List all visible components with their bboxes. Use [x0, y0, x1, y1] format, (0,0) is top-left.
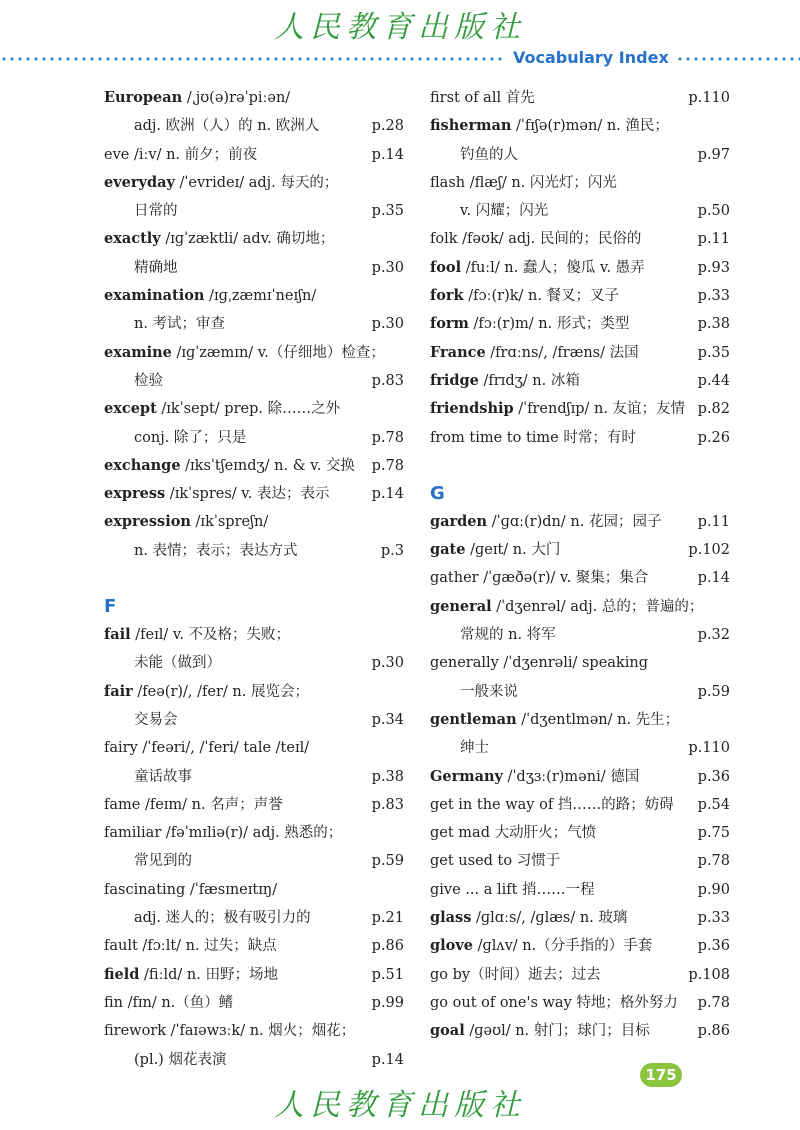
index-entry — [430, 1017, 730, 1045]
entry-headword: France — [430, 343, 486, 361]
entry-definition: /ɪkˈsept/ prep. 除……之外 — [156, 401, 341, 418]
index-entry — [104, 961, 404, 989]
entry-headword: fork — [430, 287, 464, 305]
entry-page-ref: p.75 — [697, 825, 730, 842]
entry-continuation — [104, 904, 404, 932]
entry-continuation — [430, 141, 730, 169]
entry-page-ref: p.35 — [371, 203, 404, 220]
entry-headword: fault — [104, 938, 138, 955]
entry-headword: express — [104, 485, 166, 503]
entry-definition: （时间）逝去；过去 — [470, 966, 601, 983]
entry-definition: /ɪkˈspreʃn/ — [190, 514, 269, 531]
entry-headword: examine — [104, 343, 172, 361]
entry-page-ref: p.78 — [371, 429, 404, 446]
entry-page-ref: p.14 — [371, 146, 404, 163]
entry-definition: /ɪɡˈzæmɪn/ v.（仔细地）检查； — [171, 344, 385, 361]
entry-definition: /ˈfɪʃə(r)mən/ n. 渔民； — [511, 118, 669, 135]
entry-definition: /ˈfrendʃɪp/ n. 友谊；友情 — [513, 401, 686, 418]
entry-page-ref: p.11 — [697, 513, 730, 530]
index-entry — [430, 904, 730, 932]
entry-headword: get in the way of — [430, 796, 554, 813]
entry-definition: 首先 — [501, 90, 535, 106]
entry-headword: fridge — [430, 371, 479, 389]
entry-definition: 一般来说 — [460, 683, 518, 700]
entry-definition: 交易会 — [134, 711, 178, 728]
index-entry — [430, 536, 730, 564]
entry-headword: fair — [104, 682, 133, 700]
entry-page-ref: p.99 — [371, 994, 404, 1011]
entry-continuation — [104, 1046, 404, 1074]
entry-definition: /feɪl/ v. 不及格；失败； — [130, 627, 291, 644]
entry-headword: field — [104, 965, 140, 983]
index-entry — [430, 564, 730, 592]
entry-definition: 未能（做到） — [134, 655, 221, 672]
index-entry — [430, 847, 730, 875]
entry-headword: gentleman — [430, 710, 517, 728]
index-entry — [104, 169, 404, 197]
entry-definition: 检验 — [134, 372, 163, 389]
publisher-logo-bottom: 人民教育出版社 — [274, 1088, 526, 1123]
index-entry — [104, 84, 404, 112]
index-entry — [104, 225, 404, 253]
entry-headword: fisherman — [430, 117, 512, 135]
entry-definition: 时常；有时 — [558, 429, 636, 446]
index-entry — [430, 706, 730, 734]
entry-definition: /ˈdʒɜː(r)məni/ 德国 — [502, 768, 640, 785]
entry-continuation — [430, 678, 730, 706]
index-entry — [430, 989, 730, 1017]
entry-page-ref: p.93 — [697, 259, 730, 276]
entry-page-ref: p.59 — [371, 853, 404, 870]
entry-continuation — [104, 310, 404, 338]
entry-page-ref: p.33 — [697, 910, 730, 927]
entry-page-ref: p.34 — [371, 711, 404, 728]
index-entry — [104, 734, 404, 762]
index-entry — [104, 395, 404, 423]
entry-headword: glove — [430, 937, 473, 955]
letter-heading: F — [104, 596, 117, 618]
entry-definition: /ɪɡˌzæmɪˈneɪʃn/ — [204, 288, 317, 305]
entry-definition: 童话故事 — [134, 768, 192, 785]
index-entry — [430, 961, 730, 989]
entry-page-ref: p.78 — [697, 853, 730, 870]
entry-page-ref: p.14 — [697, 570, 730, 587]
entry-definition: /flæʃ/ n. 闪光灯；闪光 — [465, 174, 617, 191]
entry-definition: /ˌjʊ(ə)rəˈpiːən/ — [182, 90, 291, 106]
entry-page-ref: p.59 — [697, 683, 730, 700]
index-entry — [104, 282, 404, 310]
index-entry — [104, 678, 404, 706]
entry-continuation — [104, 197, 404, 225]
entry-definition: 挡……的路；妨碍 — [553, 796, 674, 813]
entry-definition: /ɡlɑːs/, /ɡlæs/ n. 玻璃 — [471, 910, 628, 927]
entry-definition: 习惯于 — [512, 853, 561, 870]
entry-definition: /ˈfæsɪneɪtɪŋ/ — [185, 881, 278, 898]
entry-headword: friendship — [430, 400, 514, 418]
index-entry — [104, 621, 404, 649]
entry-page-ref: p.108 — [688, 966, 730, 983]
entry-page-ref: p.83 — [371, 372, 404, 389]
entry-page-ref: p.110 — [688, 740, 730, 757]
entry-definition: /ˈɡɑː(r)dn/ n. 花园；园子 — [487, 513, 662, 530]
page-section-title: Vocabulary Index — [513, 48, 669, 67]
entry-definition: /ˈfaɪəwɜːk/ n. 烟火；烟花； — [166, 1023, 356, 1040]
entry-page-ref: p.50 — [697, 203, 730, 220]
entry-definition: v. 闪耀；闪光 — [460, 203, 549, 220]
index-entry — [430, 367, 730, 395]
index-column-right — [430, 84, 730, 1046]
entry-headword: fool — [430, 258, 462, 276]
entry-definition: n. 考试；审查 — [134, 316, 226, 333]
index-entry — [104, 480, 404, 508]
index-entry — [430, 169, 730, 197]
entry-definition: 常见到的 — [134, 853, 192, 870]
entry-page-ref: p.21 — [371, 910, 404, 927]
entry-definition: /fɪn/ n.（鱼）鳍 — [123, 994, 234, 1011]
entry-headword: get mad — [430, 825, 490, 842]
entry-page-ref: p.35 — [697, 344, 730, 361]
entry-page-ref: p.30 — [371, 316, 404, 333]
entry-definition: 常规的 n. 将军 — [460, 627, 556, 644]
index-entry — [430, 339, 730, 367]
entry-definition: (pl.) 烟花表演 — [134, 1051, 227, 1068]
entry-headword: garden — [430, 512, 488, 530]
entry-definition: /fɔː(r)m/ n. 形式；类型 — [468, 316, 630, 333]
entry-headword: exchange — [104, 456, 181, 474]
entry-definition: /ˈfeəri/, /ˈferi/ tale /teɪl/ — [137, 740, 310, 757]
entry-headword: European — [104, 89, 183, 106]
index-entry — [430, 649, 730, 677]
entry-continuation — [104, 847, 404, 875]
entry-headword: give ... a lift — [430, 881, 518, 898]
entry-headword: first of all — [430, 90, 502, 106]
entry-definition: /fɔː(r)k/ n. 餐叉；叉子 — [463, 288, 620, 305]
entry-page-ref: p.28 — [371, 118, 404, 135]
entry-definition: adj. 迷人的；极有吸引力的 — [134, 910, 311, 927]
entry-definition: /iːv/ n. 前夕；前夜 — [129, 146, 258, 163]
entry-definition: /ˈevrideɪ/ adj. 每天的； — [174, 174, 339, 191]
entry-continuation — [104, 537, 404, 565]
index-entry — [430, 254, 730, 282]
entry-headword: fairy — [104, 740, 138, 757]
index-entry — [430, 310, 730, 338]
entry-headword: generally — [430, 655, 499, 672]
entry-definition: 精确地 — [134, 259, 178, 276]
entry-definition: /ɪkˈspres/ v. 表达；表示 — [165, 486, 330, 503]
entry-definition: 捎……一程 — [517, 881, 595, 898]
entry-definition: /ˈɡæðə(r)/ v. 聚集；集合 — [478, 570, 649, 587]
index-entry — [430, 225, 730, 253]
index-entry — [430, 112, 730, 140]
entry-definition: /ˈdʒentlmən/ n. 先生； — [516, 711, 680, 728]
section-gap — [104, 565, 404, 579]
entry-headword: go out of one's way — [430, 994, 572, 1011]
entry-definition: /ɪɡˈzæktli/ adv. 确切地； — [160, 231, 335, 248]
entry-definition: /fiːld/ n. 田野；场地 — [139, 966, 278, 983]
entry-headword: flash — [430, 174, 466, 191]
entry-headword: fascinating — [104, 881, 186, 898]
entry-page-ref: p.83 — [371, 796, 404, 813]
index-entry — [104, 819, 404, 847]
entry-continuation — [104, 649, 404, 677]
entry-continuation — [104, 367, 404, 395]
entry-page-ref: p.110 — [688, 90, 730, 106]
entry-continuation — [430, 734, 730, 762]
entry-definition: /feɪm/ n. 名声；声誉 — [140, 796, 283, 813]
entry-definition: /ɡlʌv/ n.（分手指的）手套 — [472, 938, 653, 955]
publisher-logo-top: 人民教育出版社 — [274, 10, 526, 45]
entry-page-ref: p.26 — [697, 429, 730, 446]
entry-definition: /ɪksˈtʃeɪndʒ/ n. & v. 交换 — [180, 457, 355, 474]
entry-page-ref: p.102 — [688, 542, 730, 559]
entry-page-ref: p.30 — [371, 259, 404, 276]
index-entry — [430, 819, 730, 847]
entry-page-ref: p.11 — [697, 231, 730, 248]
entry-continuation — [430, 197, 730, 225]
entry-headword: exactly — [104, 230, 161, 248]
index-entry — [104, 452, 404, 480]
entry-definition: 大动肝火；气愤 — [489, 825, 597, 842]
index-entry — [430, 791, 730, 819]
entry-page-ref: p.86 — [371, 938, 404, 955]
entry-page-ref: p.44 — [697, 372, 730, 389]
entry-definition: /frɪdʒ/ n. 冰箱 — [478, 372, 580, 389]
entry-page-ref: p.3 — [380, 542, 404, 559]
entry-headword: go by — [430, 966, 471, 983]
entry-headword: familiar — [104, 825, 162, 842]
entry-continuation — [104, 706, 404, 734]
entry-headword: glass — [430, 909, 472, 927]
entry-definition: /frɑːns/, /fræns/ 法国 — [485, 344, 639, 361]
index-entry — [430, 424, 730, 452]
section-gap — [430, 452, 730, 466]
entry-headword: except — [104, 400, 157, 418]
index-entry — [104, 339, 404, 367]
entry-continuation — [104, 763, 404, 791]
index-entry — [104, 989, 404, 1017]
index-entry — [430, 763, 730, 791]
index-entry — [104, 932, 404, 960]
index-entry — [430, 876, 730, 904]
entry-headword: general — [430, 597, 492, 615]
entry-page-ref: p.30 — [371, 655, 404, 672]
entry-definition: /fəʊk/ adj. 民间的；民俗的 — [457, 231, 642, 248]
entry-headword: firework — [104, 1023, 167, 1040]
entry-headword: fin — [104, 994, 124, 1011]
entry-definition: /fuːl/ n. 蠢人；傻瓜 v. 愚弄 — [461, 259, 645, 276]
entry-headword: form — [430, 315, 469, 333]
entry-definition: 钓鱼的人 — [460, 146, 518, 163]
entry-headword: eve — [104, 146, 130, 163]
entry-page-ref: p.14 — [371, 1051, 404, 1068]
entry-headword: gate — [430, 541, 466, 559]
header-dotted-rule-right — [676, 57, 800, 61]
entry-definition: conj. 除了；只是 — [134, 429, 247, 446]
entry-headword: Germany — [430, 767, 503, 785]
entry-definition: /ɡəʊl/ n. 射门；球门；目标 — [464, 1023, 650, 1040]
index-column-left — [104, 84, 404, 1074]
index-entry — [430, 508, 730, 536]
index-entry — [430, 593, 730, 621]
entry-page-ref: p.54 — [697, 796, 730, 813]
entry-page-ref: p.90 — [697, 881, 730, 898]
entry-definition: 特地；格外努力 — [571, 994, 678, 1011]
entry-page-ref: p.33 — [697, 288, 730, 305]
index-entry — [430, 932, 730, 960]
entry-continuation — [104, 112, 404, 140]
entry-headword: from time to time — [430, 429, 559, 446]
index-entry — [104, 791, 404, 819]
entry-definition: /feə(r)/, /fer/ n. 展览会； — [132, 683, 309, 700]
entry-definition: /ˈdʒenrəli/ speaking — [498, 655, 648, 672]
entry-page-ref: p.32 — [697, 627, 730, 644]
entry-page-ref: p.86 — [697, 1023, 730, 1040]
entry-headword: goal — [430, 1022, 465, 1040]
entry-page-ref: p.97 — [697, 146, 730, 163]
entry-continuation — [430, 621, 730, 649]
index-entry — [104, 141, 404, 169]
entry-headword: expression — [104, 513, 191, 531]
entry-headword: folk — [430, 231, 458, 248]
entry-headword: fame — [104, 796, 141, 813]
index-entry — [104, 876, 404, 904]
entry-definition: /ɡeɪt/ n. 大门 — [465, 542, 561, 559]
entry-definition: adj. 欧洲（人）的 n. 欧洲人 — [134, 118, 320, 135]
index-entry — [430, 395, 730, 423]
index-entry — [430, 84, 730, 112]
entry-page-ref: p.38 — [697, 316, 730, 333]
entry-definition: /fɔːlt/ n. 过失；缺点 — [137, 938, 277, 955]
entry-continuation — [104, 424, 404, 452]
letter-heading: G — [430, 482, 445, 504]
entry-headword: get used to — [430, 853, 513, 870]
entry-definition: 绅士 — [460, 740, 489, 757]
entry-headword: examination — [104, 287, 205, 305]
entry-page-ref: p.51 — [371, 966, 404, 983]
entry-headword: gather — [430, 570, 479, 587]
entry-definition: 日常的 — [134, 203, 178, 220]
entry-definition: /ˈdʒenrəl/ adj. 总的；普遍的； — [491, 598, 704, 615]
entry-page-ref: p.36 — [697, 938, 730, 955]
entry-page-ref: p.14 — [371, 486, 404, 503]
entry-headword: fail — [104, 626, 131, 644]
entry-continuation — [104, 254, 404, 282]
entry-page-ref: p.38 — [371, 768, 404, 785]
index-entry — [104, 508, 404, 536]
index-entry — [430, 282, 730, 310]
entry-page-ref: p.78 — [371, 457, 404, 474]
entry-page-ref: p.82 — [697, 401, 730, 418]
header-dotted-rule — [0, 57, 505, 61]
entry-page-ref: p.36 — [697, 768, 730, 785]
entry-headword: everyday — [104, 173, 175, 191]
index-entry — [104, 1017, 404, 1045]
entry-page-ref: p.78 — [697, 994, 730, 1011]
page-number-badge: 175 — [640, 1063, 682, 1087]
entry-definition: n. 表情；表示；表达方式 — [134, 542, 298, 559]
entry-definition: /fəˈmɪliə(r)/ adj. 熟悉的； — [161, 825, 343, 842]
